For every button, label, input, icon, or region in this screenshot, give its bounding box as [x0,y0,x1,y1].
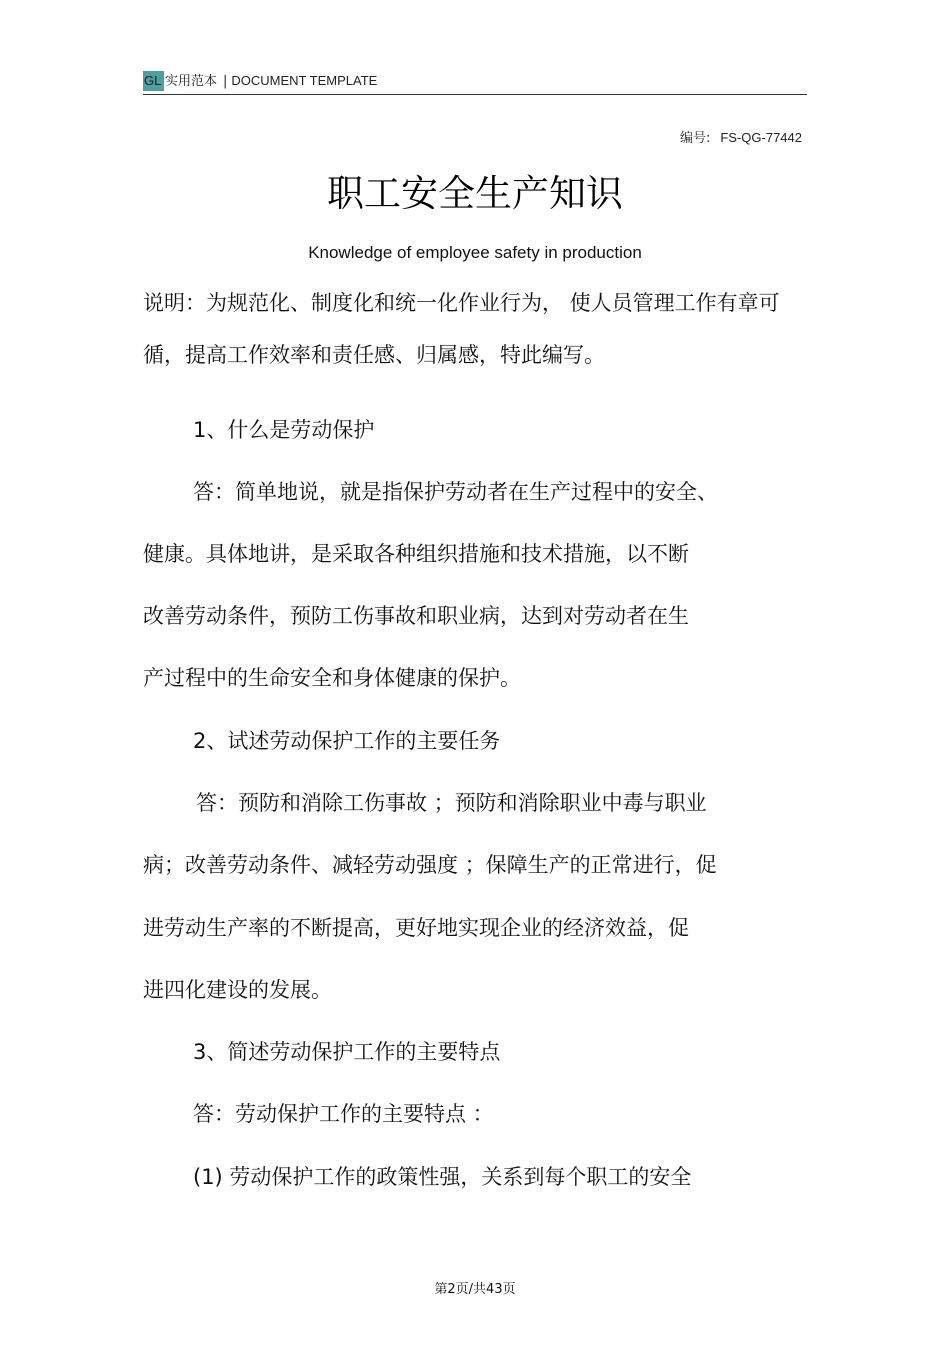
header-separator: | [223,74,228,89]
page-number: 第2页/共43页 [434,1282,516,1297]
body-line: 产过程中的生命安全和身体健康的保护。 [143,666,521,690]
body-line: 说明：为规范化、制度化和统一化作业行为， 使人员管理工作有章可 [143,291,780,315]
section-heading: 2、试述劳动保护工作的主要任务 [193,729,501,753]
body-line: 改善劳动条件，预防工伤事故和职业病，达到对劳动者在生 [143,604,689,628]
document-number [680,127,802,146]
body-line: 病；改善劳动条件、减轻劳动强度 ；保障生产的正常进行，促 [143,853,717,877]
body-line: 答：劳动保护工作的主要特点 ： [193,1102,494,1126]
body-line: (1) 劳动保护工作的政策性强，关系到每个职工的安全 [193,1165,692,1189]
header-title [165,71,377,92]
template-label: DOCUMENT TEMPLATE [231,73,378,88]
brand-label: 实用范本 [165,74,218,89]
document-title: 职工安全生产知识 [327,172,623,215]
section-heading: 3、简述劳动保护工作的主要特点 [193,1040,501,1064]
doc-number-value: FS-QG-77442 [720,130,802,145]
doc-number-label: 编号: [679,131,711,146]
section-heading: 1、什么是劳动保护 [193,418,375,442]
document-subtitle: Knowledge of employee safety in production [308,243,642,262]
page-header [143,68,807,95]
body-line: 循，提高工作效率和责任感、归属感，特此编写。 [143,343,605,367]
body-line: 进劳动生产率的不断提高，更好地实现企业的经济效益，促 [143,916,689,940]
logo-text: GL [144,73,162,88]
body-line: 答：简单地说，就是指保护劳动者在生产过程中的安全、 [193,480,718,504]
body-line: 健康。具体地讲，是采取各种组织措施和技术措施，以不断 [143,542,689,566]
body-line: 进四化建设的发展。 [143,978,332,1002]
body-line: 答：预防和消除工伤事故 ；预防和消除职业中毒与职业 [196,791,707,815]
